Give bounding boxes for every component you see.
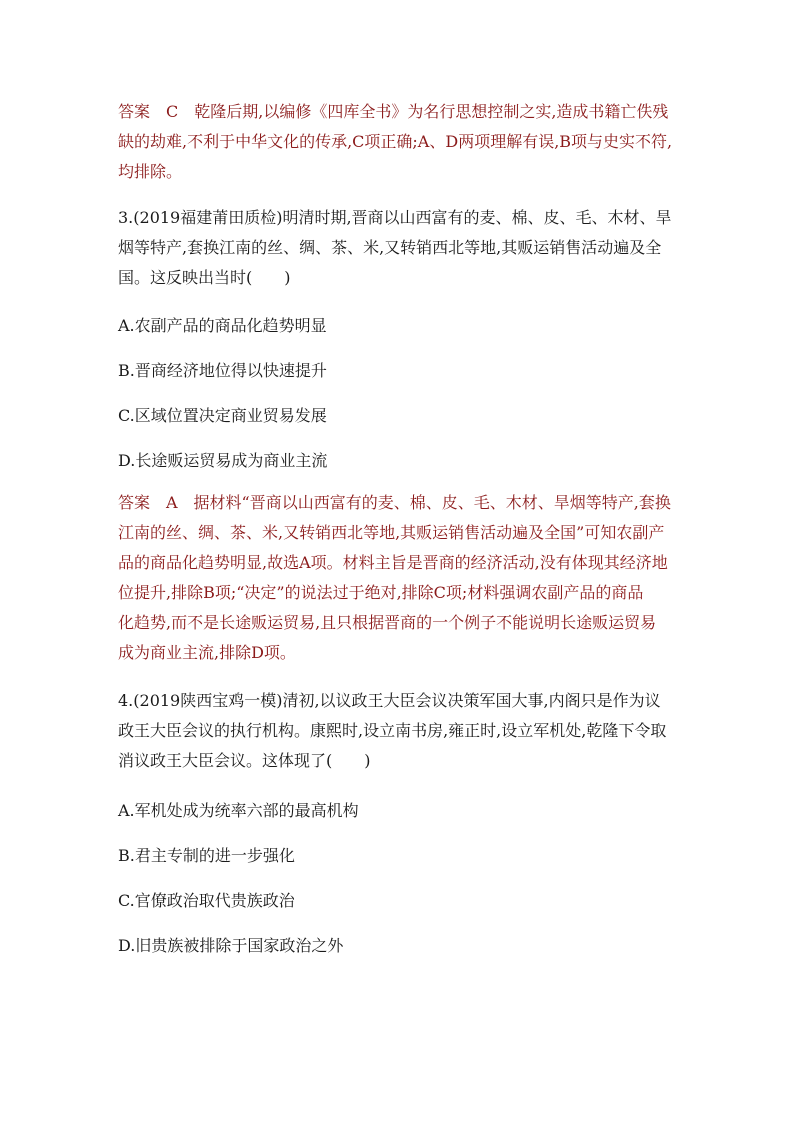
answer-q3-line: 位提升,排除B项;“决定”的说法过于绝对,排除C项;材料强调农副产品的商品	[118, 583, 644, 602]
question-3-line: 国。这反映出当时( )	[118, 268, 291, 287]
answer-q3	[118, 488, 678, 668]
answer-q3-line: 江南的丝、绸、茶、米,又转销西北等地,其贩运销售活动遍及全国”可知农副产	[118, 523, 665, 542]
option-4a: A.军机处成为统率六部的最高机构	[118, 801, 359, 820]
option-3c: C.区域位置决定商业贸易发展	[118, 406, 327, 425]
answer-q2-line: 均排除。	[118, 162, 183, 181]
question-4-line: 消议政王大臣会议。这体现了( )	[118, 751, 371, 770]
question-4-stem	[118, 686, 678, 776]
option-3b: B.晋商经济地位得以快速提升	[118, 361, 327, 380]
answer-q2-line: 答案 C 乾隆后期,以编修《四库全书》为名行思想控制之实,造成书籍亡佚残	[118, 102, 669, 121]
answer-q3-line: 化趋势,而不是长途贩运贸易,且只根据晋商的一个例子不能说明长途贩运贸易	[118, 613, 657, 632]
question-3-stem	[118, 203, 678, 293]
question-3-line: 3.(2019福建莆田质检)明清时期,晋商以山西富有的麦、棉、皮、毛、木材、旱	[118, 208, 672, 227]
option-3d: D.长途贩运贸易成为商业主流	[118, 451, 328, 470]
option-3a: A.农副产品的商品化趋势明显	[118, 316, 327, 335]
option-4d: D.旧贵族被排除于国家政治之外	[118, 936, 344, 955]
answer-q2	[118, 97, 678, 187]
question-4-line: 4.(2019陕西宝鸡一模)清初,以议政王大臣会议决策军国大事,内阁只是作为议	[118, 691, 661, 710]
answer-q3-line: 成为商业主流,排除D项。	[118, 643, 296, 662]
question-4-line: 政王大臣会议的执行机构。康熙时,设立南书房,雍正时,设立军机处,乾隆下令取	[118, 721, 667, 740]
answer-q2-line: 缺的劫难,不利于中华文化的传承,C项正确;A、D两项理解有误,B项与史实不符,	[118, 132, 673, 151]
answer-q3-line: 品的商品化趋势明显,故选A项。材料主旨是晋商的经济活动,没有体现其经济地	[118, 553, 668, 572]
option-4c: C.官僚政治取代贵族政治	[118, 891, 295, 910]
option-4b: B.君主专制的进一步强化	[118, 846, 295, 865]
question-3-line: 烟等特产,套换江南的丝、绸、茶、米,又转销西北等地,其贩运销售活动遍及全	[118, 238, 662, 257]
answer-q3-line: 答案 A 据材料“晋商以山西富有的麦、棉、皮、毛、木材、旱烟等特产,套换	[118, 493, 671, 512]
